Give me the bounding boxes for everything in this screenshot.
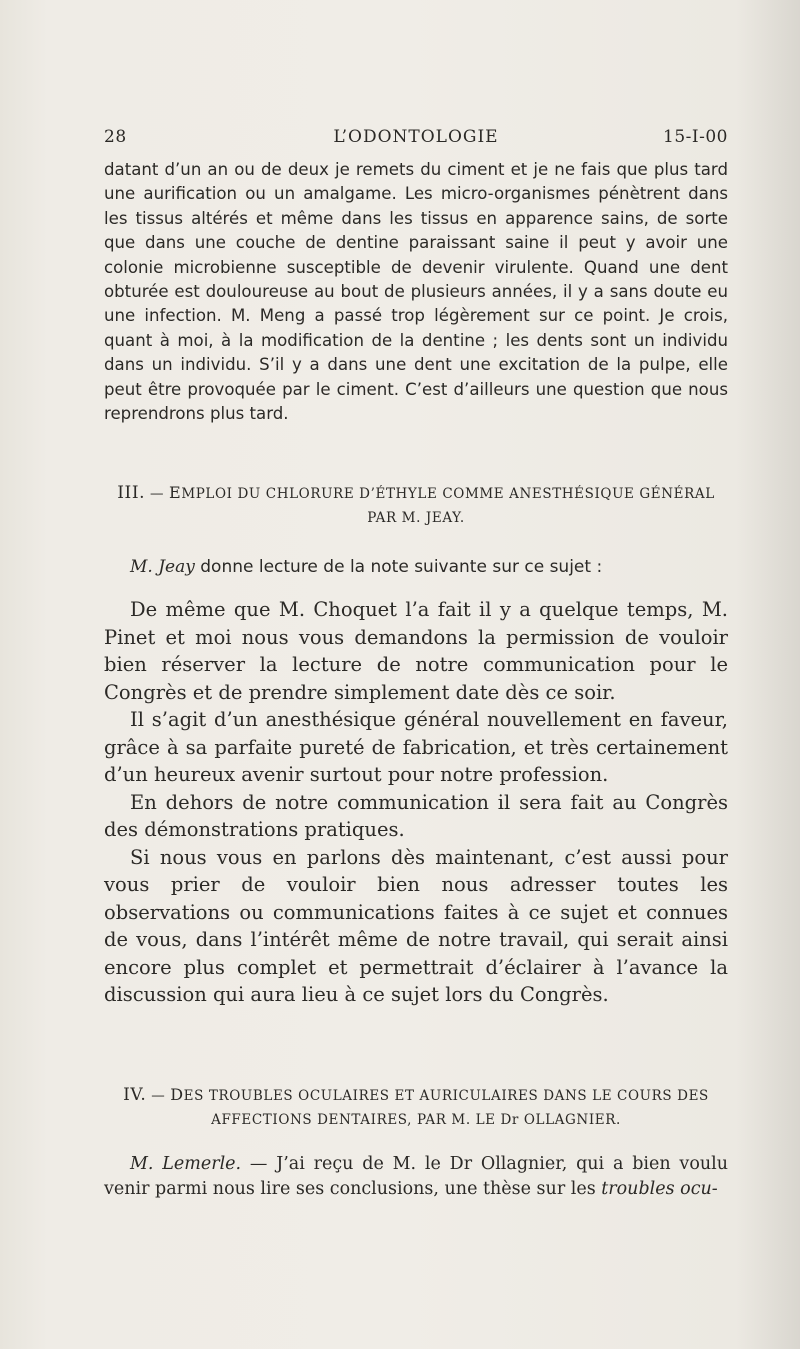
section-3-speaker-line: M. Jeay donne lecture de la note suivante sur ce sujet : — [130, 557, 603, 577]
section-3-heading — [104, 481, 728, 530]
note-paragraph-4: Si nous vous en parlons dès maintenant, c’est aussi pour vous prier de vouloir bien nous adresser toutes les observations ou communications faites à ce sujet et connues de vous, dans l’intérêt même de notre travail, qui serait ainsi encore plus complet et permettrait d’éclairer à l’avance la discussion qui aura lieu à ce sujet lors du Congrès. — [104, 845, 728, 1006]
page-number: 28 — [104, 127, 127, 147]
note-paragraph-1: De même que M. Choquet l’a fait il y a quelque temps, M. Pinet et moi nous vous demandons la permission de vouloir bien réserver la lecture de notre communication pour le Congrès et de prendre simplement date dès ce soir. — [104, 598, 728, 704]
speaker-name: M. Jeay — [130, 557, 195, 577]
section-4-title-line-2: AFFECTIONS DENTAIRES, PAR M. LE Dr OLLAGNIER. — [211, 1112, 621, 1128]
note-paragraph-2: Il s’agit d’un anesthésique général nouvellement en faveur, grâce à sa parfaite pureté de fabrication, et très certainement d’un heureux avenir surtout pour notre profession. — [104, 708, 728, 786]
section-4-heading — [104, 1083, 728, 1132]
intro-paragraph: datant d’un an ou de deux je remets du ciment et je ne fais que plus tard une aurification ou un amalgame. Les micro-organismes pénètrent dans les tissus altérés et même dans les tissus en apparence sains, de sorte que dans une couche de dentine paraissant saine il peut y avoir une colonie microbienne susceptible de devenir virulente. Quand une dent obturée est douloureuse au bout de plusieurs années, il y a sans doute eu une infection. M. Meng a passé trop légèrement sur ce point. Je crois, quant à moi, à la modification de la dentine ; les dents sont un individu dans un individu. S’il y a dans une dent une excitation de la pulpe, elle peut être provoquée par le ciment. C’est d’ailleurs une question que nous reprendrons plus tard. — [104, 160, 728, 424]
section-4-title-line-1: IV. — DES TROUBLES OCULAIRES ET AURICULAIRES DANS LE COURS DES — [123, 1085, 709, 1105]
running-header — [104, 127, 728, 153]
section-3-title-line-2: PAR M. JEAY. — [367, 510, 465, 526]
issue-date: 15-I-00 — [663, 127, 728, 147]
section-3-note — [104, 596, 728, 1009]
note-paragraph-3: En dehors de notre communication il sera fait au Congrès des démonstrations pratiques. — [104, 790, 728, 841]
journal-title: L’ODONTOLOGIE — [333, 127, 499, 147]
section-4-speaker-paragraph: M. Lemerle. — J’ai reçu de M. le Dr Ollagnier, qui a bien voulu venir parmi nous lire ses conclusions, une thèse sur les troubles ocu- — [104, 1154, 728, 1199]
section-3-title-line-1: III. — EMPLOI DU CHLORURE D’ÉTHYLE COMME ANESTHÉSIQUE GÉNÉRAL — [117, 483, 715, 503]
speaker-name: M. Lemerle. — [130, 1154, 242, 1174]
